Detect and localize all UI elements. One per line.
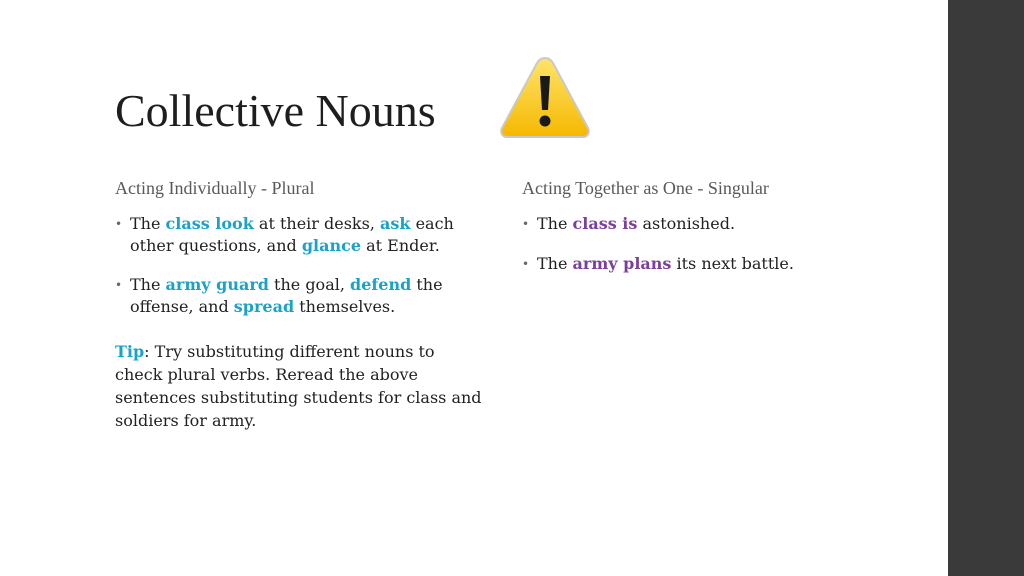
bullet: • [115,217,123,231]
text: at their desks, [253,214,381,233]
tip-label: Tip [115,342,145,361]
text: its next battle. [671,254,794,273]
singular-heading: Acting Together as One - Singular [522,178,769,198]
text: each other questions, and [130,214,454,255]
text: at Ender. [361,236,440,255]
warning-icon [498,54,592,140]
text: The [130,214,166,233]
keyword: class look [165,214,254,233]
list-item [115,213,485,257]
text: the offense, and [130,275,443,316]
singular-list [522,213,922,275]
keyword: army guard [165,275,269,294]
text: The [537,214,573,233]
keyword: army plans [572,254,672,273]
text: The [130,275,166,294]
keyword: ask [380,214,411,233]
text: The [537,254,573,273]
bullet: • [522,217,530,231]
text: astonished. [637,214,736,233]
bullet: • [522,257,530,271]
keyword: class is [572,214,638,233]
plural-heading: Acting Individually - Plural [115,178,315,198]
list-item [115,274,485,318]
bullet: • [115,278,123,292]
sidebar-bar [948,0,1024,576]
list-item [522,213,922,235]
text: themselves. [294,297,396,316]
keyword: glance [301,236,362,255]
right-column [522,178,922,293]
plural-list [115,213,485,318]
tip-text: : Try substituting different nouns to check plural verbs. Reread the above sentences substituting students for class and soldiers for army. [115,342,482,430]
left-column [115,178,485,432]
tip-paragraph [115,340,485,432]
keyword: spread [233,297,295,316]
text: the goal, [268,275,351,294]
keyword: defend [350,275,412,294]
list-item [522,253,922,275]
slide-title: Collective Nouns [115,85,436,136]
